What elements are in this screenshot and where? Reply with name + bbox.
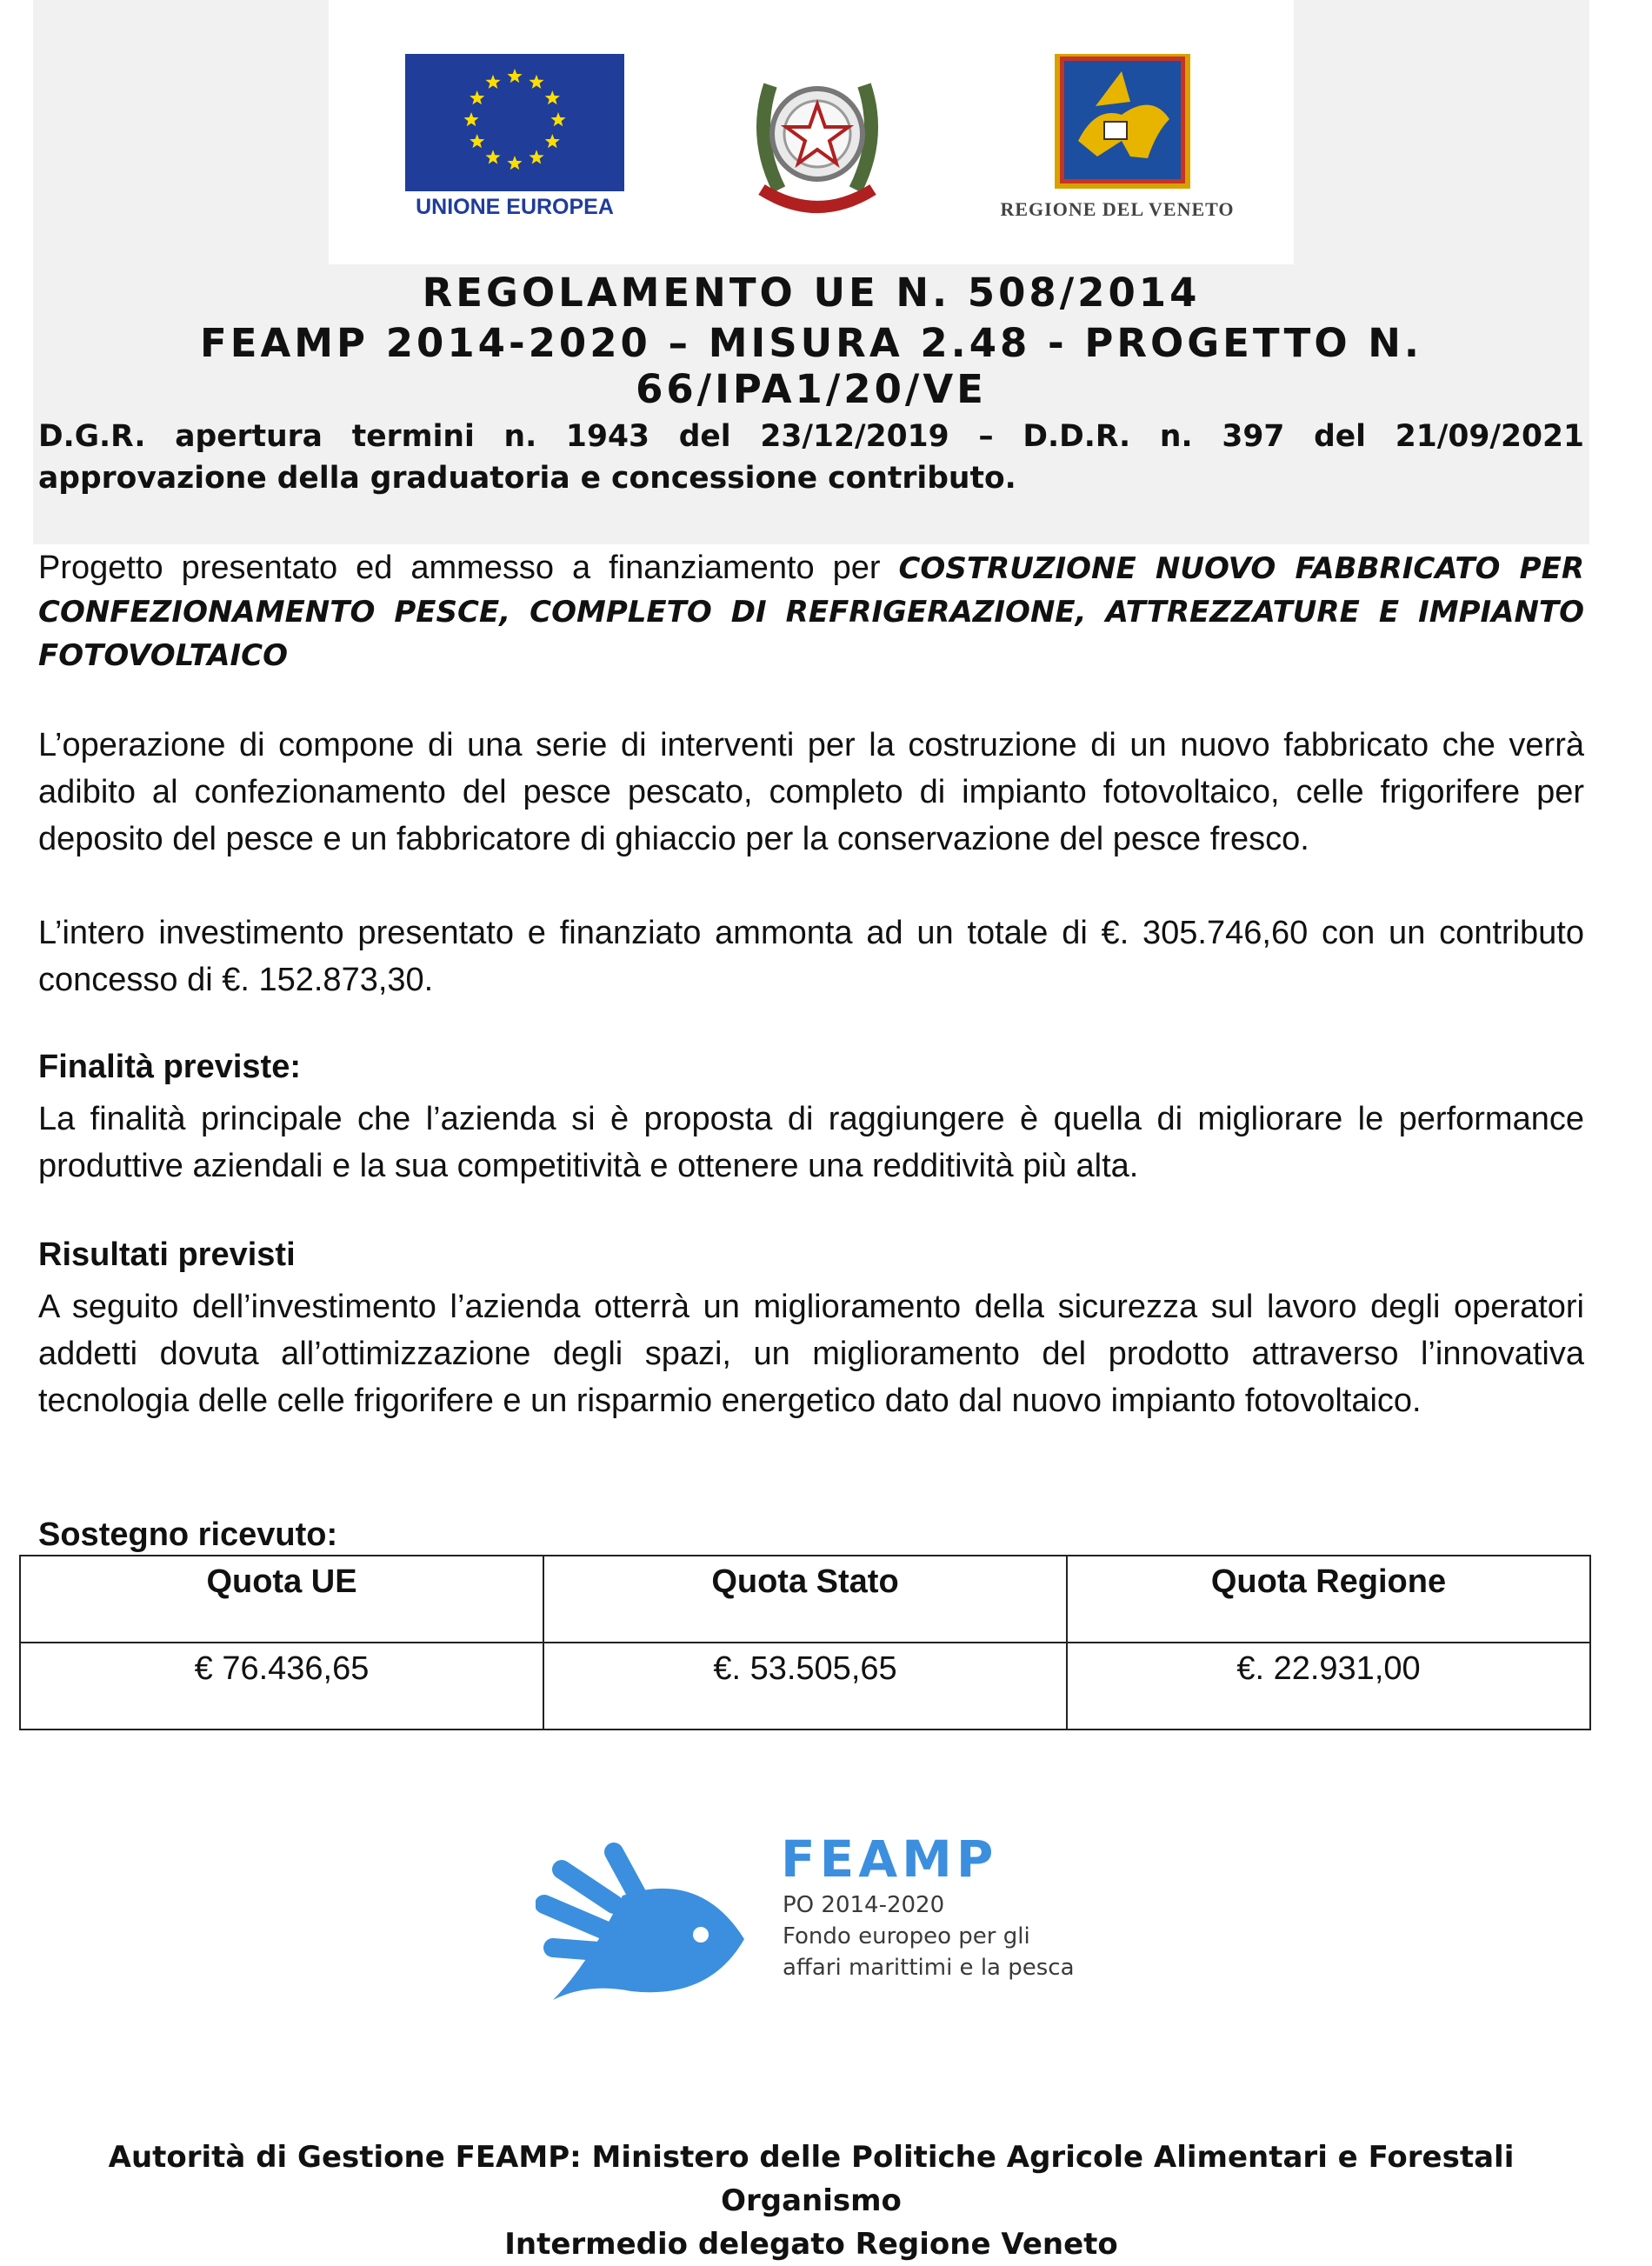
support-column-regione: Quota Regione — [1067, 1556, 1590, 1643]
support-column-stato: Quota Stato — [543, 1556, 1067, 1643]
hand-fish-logo-icon — [536, 1835, 762, 2009]
support-value-ue: € 76.436,65 — [20, 1643, 543, 1729]
regulation-title: REGOLAMENTO UE N. 508/2014 — [422, 270, 1201, 316]
eu-flag-icon — [405, 54, 624, 193]
feamp-logo-line-3: affari marittimi e la pesca — [783, 1955, 1075, 1981]
support-value-stato: €. 53.505,65 — [543, 1643, 1067, 1729]
feamp-logo-line-2: Fondo europeo per gli — [783, 1923, 1030, 1949]
support-table-header-row — [20, 1556, 1590, 1643]
feamp-logo-title: FEAMP — [781, 1829, 998, 1889]
risultati-text: A seguito dell’investimento l’azienda otterrà un miglioramento della sicurezza sul lavoro degli operatori addetti dovuta all’ottimizzazione degli spazi, un miglioramento del prodotto attraverso l’innovativa tecnologia delle celle frigorifere e un risparmio energetico dato dal nuovo impianto fotovoltaico. — [38, 1289, 1584, 1419]
dgr-paragraph: D.G.R. apertura termini n. 1943 del 23/12/2019 – D.D.R. n. 397 del 21/09/2021 approvazione della graduatoria e concessione contributo. — [38, 419, 1584, 496]
risultati-heading: Risultati previsti — [38, 1236, 296, 1273]
project-title-line-2: CONFEZIONAMENTO PESCE, COMPLETO DI REFRIGERAZIONE, ATTREZZATURE E IMPIANTO — [38, 595, 1584, 630]
project-paragraph — [38, 546, 1584, 677]
project-intro: Progetto presentato ed ammesso a finanziamento per — [38, 550, 899, 586]
description-paragraph-2: L’intero investimento presentato e finanziato ammonta ad un totale di €. 305.746,60 con un contributo concesso di €. 152.873,30. — [38, 915, 1584, 998]
footer-line-1: Autorità di Gestione FEAMP: Ministero delle Politiche Agricole Alimentari e Forestali Organismo — [108, 2140, 1515, 2218]
project-line-1 — [38, 546, 1584, 590]
support-table — [19, 1555, 1591, 1730]
eu-logo-caption: UNIONE EUROPEA — [416, 195, 614, 219]
feamp-logo-line-1: PO 2014-2020 — [783, 1892, 945, 1918]
finalita-heading: Finalità previste: — [38, 1049, 301, 1085]
support-value-regione: €. 22.931,00 — [1067, 1643, 1590, 1729]
footer-authority — [33, 2136, 1589, 2266]
regione-veneto-caption: REGIONE DEL VENETO — [1000, 198, 1235, 220]
veneto-lion-of-st-mark-icon — [1000, 54, 1235, 193]
footer-line-2: Intermedio delegato Regione Veneto — [504, 2227, 1118, 2262]
support-table-row — [20, 1643, 1590, 1729]
finalita-text: La finalità principale che l’azienda si è proposta di raggiungere è quella di migliorare le performance produttive aziendali e la sua competitività e ottenere una redditività più alta. — [38, 1101, 1584, 1184]
feamp-logo — [536, 1835, 762, 2009]
italian-republic-logo — [744, 50, 890, 224]
project-title-line-1: COSTRUZIONE NUOVO FABBRICATO PER — [898, 551, 1584, 586]
program-title: FEAMP 2014-2020 – MISURA 2.48 - PROGETTO N. 66/IPA1/20/VE — [199, 320, 1423, 412]
project-title-line-3: FOTOVOLTAICO — [38, 638, 289, 673]
support-column-ue: Quota UE — [20, 1556, 543, 1643]
sostegno-heading: Sostegno ricevuto: — [38, 1516, 338, 1553]
italian-republic-emblem-icon — [744, 50, 890, 224]
description-paragraph-1: L’operazione di compone di una serie di interventi per la costruzione di un nuovo fabbricato che verrà adibito al confezionamento del pesce pescato, completo di impianto fotovoltaico, celle frigorifere per deposito del pesce e un fabbricatore di ghiaccio per la conservazione del pesce fresco. — [38, 727, 1584, 857]
